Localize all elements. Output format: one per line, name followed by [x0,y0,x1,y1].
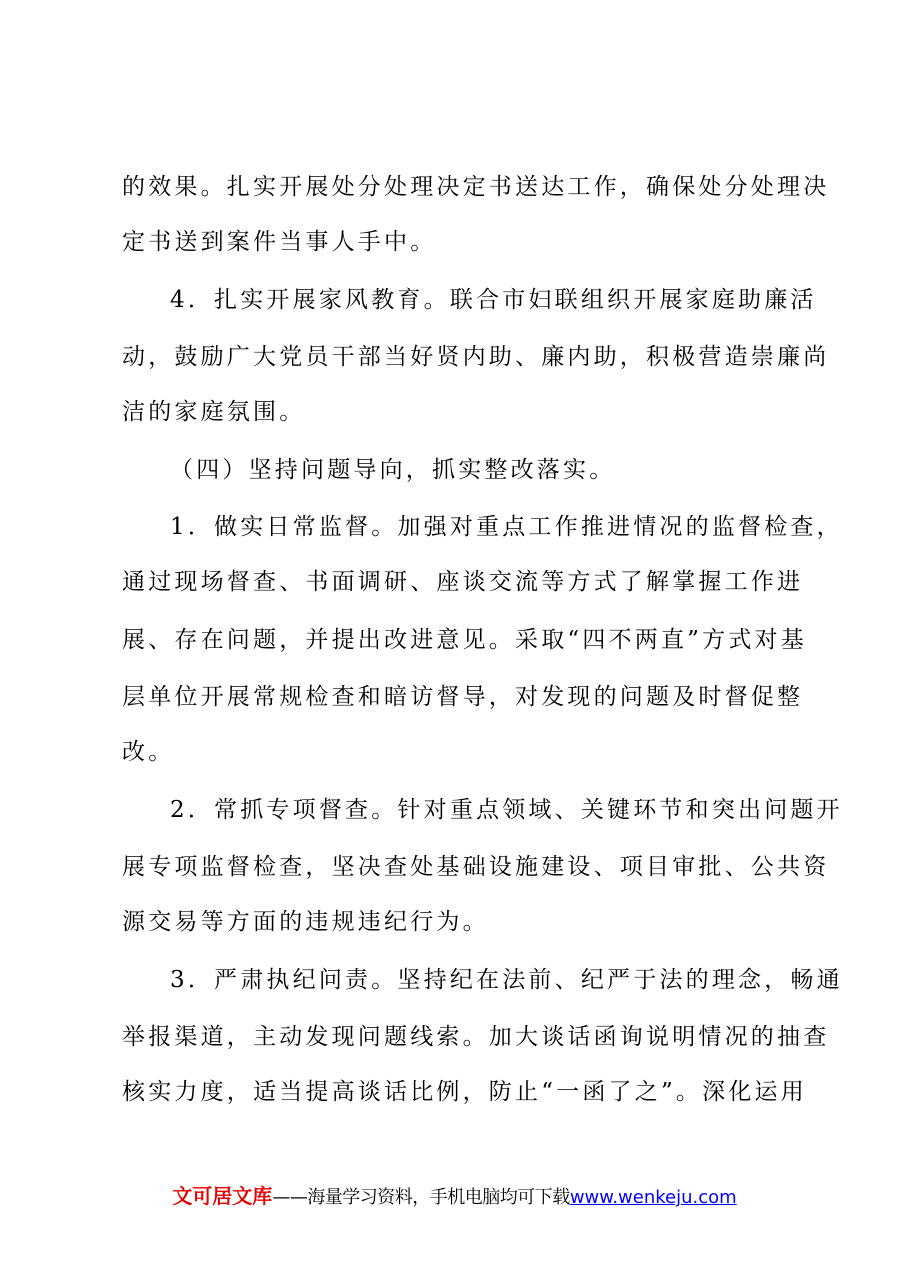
text-line: 定书送到案件当事人手中。 [122,229,437,255]
paragraph-start-line: 2．常抓专项督查。针对重点领域、关键环节和突出问题开 [170,797,843,823]
section-heading: （四）坚持问题导向，抓实整改落实。 [170,457,616,483]
footer-website-link[interactable]: www.wenkeju.com [569,1187,737,1208]
footer-banner [0,1183,909,1211]
footer-brand: 文可居文库 [172,1184,273,1208]
text-line: 洁的家庭氛围。 [122,399,306,425]
paragraph-start-line: 3．严肃执纪问责。坚持纪在法前、纪严于法的理念，畅通 [170,967,843,993]
paragraph-start-line: 1．做实日常监督。加强对重点工作推进情况的监督检查， [170,514,843,540]
text-line: 通过现场督查、书面调研、座谈交流等方式了解掌握工作进 [122,569,804,595]
text-line: 层单位开展常规检查和暗访督导，对发现的问题及时督促整 [122,684,804,710]
text-line: 举报渠道，主动发现问题线索。加大谈话函询说明情况的抽查 [122,1024,830,1050]
text-line: 核实力度，适当提高谈话比例，防止“一函了之”。深化运用 [122,1079,807,1105]
text-line: 源交易等方面的违规违纪行为。 [122,909,489,935]
text-line: 展专项监督检查，坚决查处基础设施建设、项目审批、公共资 [122,854,830,880]
text-line: 动，鼓励广大党员干部当好贤内助、廉内助，积极营造崇廉尚 [122,344,830,370]
footer-tagline: ——海量学习资料，手机电脑均可下载 [272,1187,570,1208]
text-line: 改。 [122,739,175,765]
paragraph-start-line: 4．扎实开展家风教育。联合市妇联组织开展家庭助廉活 [170,287,817,313]
text-line: 展、存在问题，并提出改进意见。采取“四不两直”方式对基 [122,627,807,653]
text-line: 的效果。扎实开展处分处理决定书送达工作，确保处分处理决 [122,174,830,200]
